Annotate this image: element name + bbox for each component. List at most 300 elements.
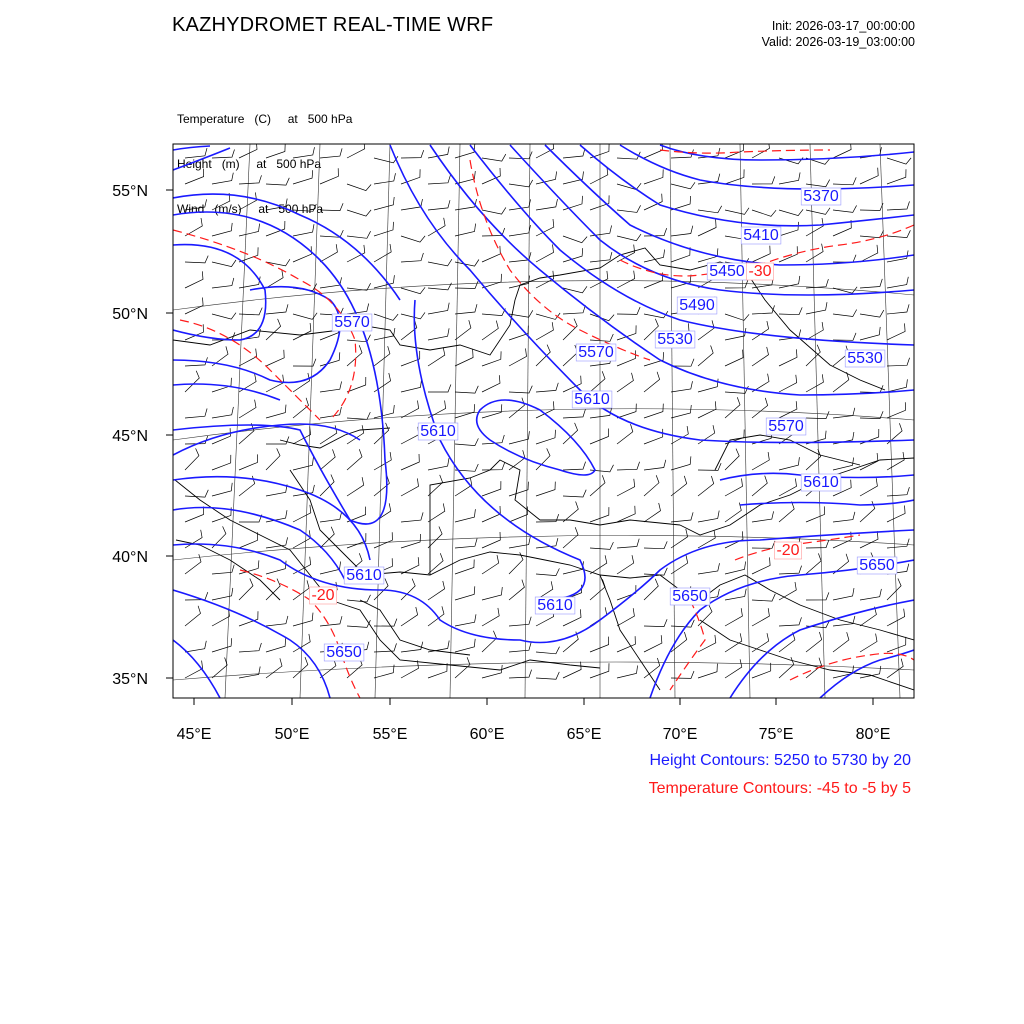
wind-barb — [455, 304, 477, 314]
wind-barb — [563, 490, 586, 497]
wind-barb — [779, 209, 803, 215]
wind-barb — [509, 482, 528, 496]
wind-barb — [590, 252, 612, 262]
wind-barb — [428, 283, 452, 290]
wind-barb — [698, 206, 722, 213]
wind-barb — [779, 457, 799, 470]
wind-barb — [401, 150, 424, 158]
wind-barb — [320, 381, 342, 392]
wind-barb — [212, 313, 236, 319]
wind-barb — [401, 287, 425, 293]
wind-barb — [347, 345, 362, 366]
wind-barb — [833, 333, 856, 340]
height-contour-label: 5610 — [537, 597, 573, 614]
wind-barb — [293, 457, 313, 470]
wind-barb — [347, 184, 371, 191]
wind-barb — [833, 512, 855, 522]
wind-barb — [563, 196, 583, 210]
wind-barb — [347, 210, 371, 216]
wind-barb — [644, 460, 666, 470]
wind-barb — [860, 531, 878, 548]
height-contour-label: 5650 — [859, 557, 895, 574]
wind-barb — [887, 358, 910, 366]
wind-barb — [212, 193, 230, 210]
wind-barb — [860, 478, 877, 496]
wind-barb — [752, 140, 770, 158]
wind-barb — [320, 203, 343, 210]
wind-barb — [185, 371, 199, 392]
wind-barb — [212, 173, 233, 184]
wind-barb — [644, 635, 662, 652]
wind-barb — [212, 260, 236, 267]
wind-barb — [239, 277, 260, 288]
wind-barb — [455, 586, 475, 600]
wind-barb — [887, 323, 905, 340]
wind-barb — [266, 658, 282, 678]
wind-barb — [752, 511, 774, 522]
wind-barb — [644, 503, 661, 522]
wind-barb — [482, 665, 502, 678]
wind-barb — [725, 314, 749, 320]
wind-barb — [482, 506, 500, 522]
wind-barb — [374, 405, 394, 418]
wind-barb — [752, 176, 775, 184]
wind-barb — [725, 478, 743, 496]
wind-barb — [887, 304, 909, 314]
wind-barb — [887, 452, 904, 470]
wind-barb — [617, 462, 640, 470]
lon-tick-label: 75°E — [758, 726, 794, 743]
wind-barb — [374, 532, 392, 548]
wind-barb — [752, 608, 769, 626]
wind-barb — [428, 259, 452, 266]
wind-barb — [482, 481, 501, 496]
wind-barb — [725, 608, 742, 626]
wind-barb — [725, 562, 746, 575]
wind-barb — [185, 169, 204, 184]
wind-barb — [752, 541, 775, 548]
wind-barb — [509, 252, 531, 262]
lon-ticks — [194, 698, 873, 705]
wind-barb — [455, 657, 470, 678]
wind-barb — [671, 381, 693, 392]
wind-barb — [374, 423, 389, 444]
wind-barb — [536, 647, 560, 654]
wind-barb — [536, 514, 559, 522]
lon-tick-label: 65°E — [566, 726, 602, 743]
wind-barb — [671, 405, 691, 418]
wind-barb — [266, 144, 285, 159]
wind-barb — [266, 304, 288, 314]
wind-barb — [590, 334, 613, 341]
wind-barb — [644, 228, 667, 236]
wind-barb — [590, 167, 608, 184]
height-contour-label: 5610 — [420, 423, 456, 440]
wind-barb — [266, 579, 280, 600]
field-wind: Wind (m/s) at 500 hPa — [177, 202, 324, 216]
wind-barb — [860, 327, 880, 340]
wind-barb — [752, 452, 769, 470]
lat-tick-label: 40°N — [112, 549, 148, 566]
wind-barb — [293, 580, 309, 600]
wind-barb — [752, 557, 770, 574]
wind-barb — [833, 588, 854, 600]
wind-barb — [239, 579, 253, 601]
wind-barb — [185, 218, 202, 236]
wind-barb — [293, 530, 310, 548]
wind-barb — [185, 148, 207, 158]
wind-barb — [185, 199, 207, 210]
wind-barb — [752, 210, 776, 216]
wind-barb — [374, 619, 397, 627]
wind-barb — [698, 346, 713, 367]
wind-barb — [185, 256, 208, 263]
wind-barb — [374, 173, 396, 184]
wind-barb — [725, 449, 739, 470]
wind-barb — [185, 409, 207, 419]
wind-barb — [752, 633, 769, 652]
temperature-contour-label: -20 — [776, 542, 800, 559]
wind-barb — [455, 639, 475, 652]
wind-barb — [401, 478, 419, 496]
wind-barb — [833, 632, 849, 652]
wind-barb — [455, 281, 478, 288]
wind-barb — [806, 345, 820, 366]
wind-barb — [833, 372, 849, 392]
wind-barb — [779, 349, 797, 366]
wind-barb — [401, 660, 419, 678]
wind-barb — [617, 350, 636, 366]
wind-barb — [536, 199, 558, 210]
wind-barb — [185, 448, 199, 470]
wind-barb — [428, 303, 449, 314]
lon-tick-label: 45°E — [176, 726, 212, 743]
wind-barb — [698, 563, 720, 574]
wind-barb — [725, 169, 744, 184]
wind-barb — [644, 541, 667, 548]
wind-barb — [887, 158, 911, 164]
wind-barb — [212, 608, 230, 626]
wind-barb — [239, 532, 258, 548]
wind-barb — [347, 595, 371, 602]
wind-barb — [428, 328, 449, 340]
wind-barb — [806, 244, 823, 262]
wind-barb — [698, 604, 712, 626]
wind-barb — [401, 427, 419, 444]
height-contour-label: 5610 — [574, 391, 610, 408]
wind-barb — [563, 319, 577, 340]
wind-barb — [671, 671, 694, 678]
wind-barb — [212, 278, 234, 288]
wind-barb — [212, 407, 233, 418]
height-contour-label: 5650 — [672, 588, 708, 605]
wind-barb — [725, 350, 743, 366]
wind-barb — [401, 454, 419, 470]
wind-barb — [698, 635, 716, 652]
height-contour-label: 5490 — [679, 297, 715, 314]
height-contour-label: 5610 — [346, 567, 382, 584]
temperature-contour-legend: Temperature Contours: -45 to -5 by 5 — [648, 780, 911, 797]
wind-barb — [482, 309, 505, 316]
wind-barb — [347, 245, 365, 262]
wind-barb — [212, 455, 231, 470]
temperature-contour-label: -20 — [311, 587, 335, 604]
wind-barb — [185, 592, 208, 600]
wind-barb — [482, 587, 502, 600]
lat-ticks — [166, 190, 173, 678]
wind-barb — [293, 170, 313, 184]
wind-barb — [590, 475, 605, 496]
wind-barb — [563, 561, 584, 574]
wind-barb — [374, 275, 394, 288]
wind-barb — [644, 169, 663, 184]
wind-barb — [374, 314, 398, 320]
wind-barb — [698, 664, 717, 678]
wind-barb — [779, 375, 797, 392]
wind-barb — [509, 507, 528, 523]
wind-barb — [752, 321, 769, 340]
wind-barb — [293, 224, 314, 236]
wind-barb — [644, 658, 660, 678]
wind-barb — [509, 386, 532, 393]
wind-barb — [266, 319, 281, 340]
wind-barb — [887, 609, 905, 626]
field-height: Height (m) at 500 hPa — [177, 157, 322, 171]
wind-barb — [455, 614, 476, 626]
wind-barb — [455, 350, 473, 367]
wind-barb — [347, 412, 370, 419]
height-contour-label: 5370 — [803, 188, 839, 205]
wind-barb — [320, 512, 342, 522]
wind-barb — [536, 568, 559, 575]
wind-barb — [806, 208, 830, 215]
wind-barb — [563, 527, 578, 548]
wind-barb — [806, 374, 823, 392]
wind-barb — [347, 477, 364, 496]
wind-barb — [887, 579, 901, 601]
lat-tick-label: 50°N — [112, 306, 148, 323]
wind-barb — [644, 404, 663, 418]
wind-barb — [482, 375, 500, 392]
wind-barb — [185, 641, 206, 652]
wind-barb — [266, 616, 288, 626]
wind-barb — [536, 383, 558, 392]
wind-barb — [320, 168, 338, 184]
wind-barb — [725, 531, 743, 548]
wind-barb — [509, 552, 523, 574]
wind-barb — [320, 148, 342, 158]
wind-barb — [266, 437, 289, 445]
wind-barb — [536, 322, 553, 340]
wind-barb — [779, 617, 802, 626]
wind-barb — [806, 553, 821, 574]
wind-barb — [617, 404, 636, 418]
lat-tick-label: 55°N — [112, 183, 148, 200]
wind-barb — [887, 637, 906, 652]
wind-barb — [455, 199, 477, 210]
wind-barb — [590, 225, 612, 236]
wind-barb — [455, 320, 471, 340]
wind-barb — [509, 225, 531, 236]
wind-barb — [536, 482, 555, 496]
wind-barb — [401, 312, 425, 319]
wind-barb — [644, 250, 665, 263]
lon-tick-label: 50°E — [274, 726, 310, 743]
field-temperature: Temperature (C) at 500 hPa — [177, 112, 353, 126]
wind-barb — [779, 401, 797, 418]
wind-barb — [482, 608, 499, 626]
wind-barb — [239, 560, 259, 574]
wind-barb — [428, 200, 450, 210]
wind-barb — [320, 475, 334, 497]
wind-barb — [617, 666, 638, 679]
wind-barb — [509, 670, 532, 678]
wind-barb — [725, 633, 742, 652]
wind-barb — [374, 346, 390, 366]
wind-barb — [671, 632, 687, 652]
wind-barb — [509, 643, 531, 653]
wind-barb — [887, 277, 908, 288]
wind-barb — [590, 555, 607, 574]
wind-barb — [536, 672, 559, 679]
wind-barb — [482, 631, 497, 652]
wind-barb — [671, 182, 695, 189]
wind-barb — [455, 171, 475, 184]
wind-barb — [671, 359, 694, 366]
wind-barb — [428, 581, 445, 600]
wind-barb — [617, 307, 640, 314]
wind-barb — [671, 196, 691, 210]
height-contour-label: 5650 — [326, 644, 362, 661]
wind-barb — [617, 205, 641, 212]
wind-barb — [806, 632, 822, 652]
wind-barb — [590, 371, 605, 392]
wind-barb — [239, 400, 256, 418]
wind-barb — [644, 619, 667, 626]
wind-barb — [185, 324, 203, 340]
height-contour-label: 5570 — [334, 314, 370, 331]
wind-barb — [779, 582, 796, 600]
wind-barb — [806, 506, 825, 522]
wind-barb — [563, 236, 587, 243]
wind-barb — [563, 409, 585, 418]
wind-barb — [428, 458, 449, 470]
wind-barb — [455, 260, 479, 267]
wind-barb — [590, 542, 613, 549]
wind-barb — [617, 479, 635, 496]
wind-barb — [239, 667, 260, 679]
wind-barb — [833, 408, 855, 418]
wind-barb — [887, 169, 906, 184]
wind-barb — [509, 580, 524, 600]
wind-barb — [590, 507, 609, 522]
wind-barb — [725, 659, 742, 678]
wind-barb — [698, 511, 719, 522]
wind-barb — [455, 404, 475, 418]
wind-barb — [725, 397, 740, 418]
wind-barb — [266, 350, 284, 366]
wind-barb — [698, 220, 716, 237]
wind-barb — [347, 620, 370, 627]
wind-barb — [455, 560, 474, 575]
init-time: Init: 2026-03-17_00:00:00 — [771, 19, 915, 33]
wind-barb — [671, 456, 691, 470]
wind-barb — [347, 141, 365, 158]
wind-barb — [482, 207, 506, 214]
height-contour-label: 5450 — [709, 263, 745, 280]
height-contour-legend: Height Contours: 5250 to 5730 by 20 — [649, 752, 911, 769]
wind-barb — [482, 168, 500, 184]
valid-time: Valid: 2026-03-19_03:00:00 — [761, 35, 915, 49]
wind-barb — [509, 180, 533, 187]
wind-barb — [860, 203, 883, 210]
wind-barb — [887, 201, 910, 210]
wind-barb — [239, 247, 258, 262]
wind-barb — [374, 244, 391, 262]
wind-barb — [509, 199, 531, 210]
wind-barb — [374, 222, 394, 236]
wind-barb — [617, 234, 641, 241]
wind-barb — [590, 663, 609, 678]
wind-barb — [185, 298, 203, 315]
wind-barb — [617, 271, 635, 288]
wind-barb — [428, 175, 450, 184]
wind-barb — [320, 449, 335, 470]
wind-barb — [428, 503, 445, 522]
wind-barb — [725, 142, 744, 158]
height-contour-label: 5570 — [578, 344, 614, 361]
wind-barb — [401, 607, 418, 626]
wind-barb — [509, 617, 531, 626]
wind-barb — [401, 557, 419, 574]
height-contour-label: 5530 — [657, 331, 693, 348]
wind-barb — [536, 430, 556, 444]
wind-barb — [644, 372, 660, 392]
wind-barb — [509, 348, 527, 366]
wind-barb — [320, 407, 341, 418]
wind-barb — [212, 658, 227, 679]
wind-barb — [455, 438, 478, 445]
wind-barb — [806, 180, 830, 187]
lat-tick-label: 45°N — [112, 428, 148, 445]
wind-barb — [212, 638, 232, 652]
wind-barb — [320, 244, 337, 262]
wind-barb — [401, 512, 423, 522]
lon-tick-label: 60°E — [469, 726, 505, 743]
wind-barb — [887, 659, 903, 678]
wind-barb — [401, 253, 423, 262]
wind-barb — [833, 255, 856, 262]
wind-barb — [563, 345, 578, 366]
wind-barb — [374, 452, 391, 470]
wind-barb — [833, 310, 857, 317]
wind-barb — [509, 537, 530, 548]
wind-barb — [293, 657, 308, 678]
wind-barb — [509, 431, 529, 444]
wind-barb — [212, 223, 232, 236]
wind-barb — [590, 637, 609, 652]
wind-barb — [239, 423, 254, 444]
lon-tick-label: 70°E — [662, 726, 698, 743]
wind-barb — [374, 197, 394, 210]
wind-barb — [347, 283, 371, 290]
wind-barb — [266, 484, 287, 496]
wind-barb — [428, 218, 445, 236]
wind-barb — [860, 634, 877, 652]
wind-barb — [293, 147, 315, 158]
wind-barb — [428, 385, 451, 393]
wind-barb — [833, 177, 856, 184]
